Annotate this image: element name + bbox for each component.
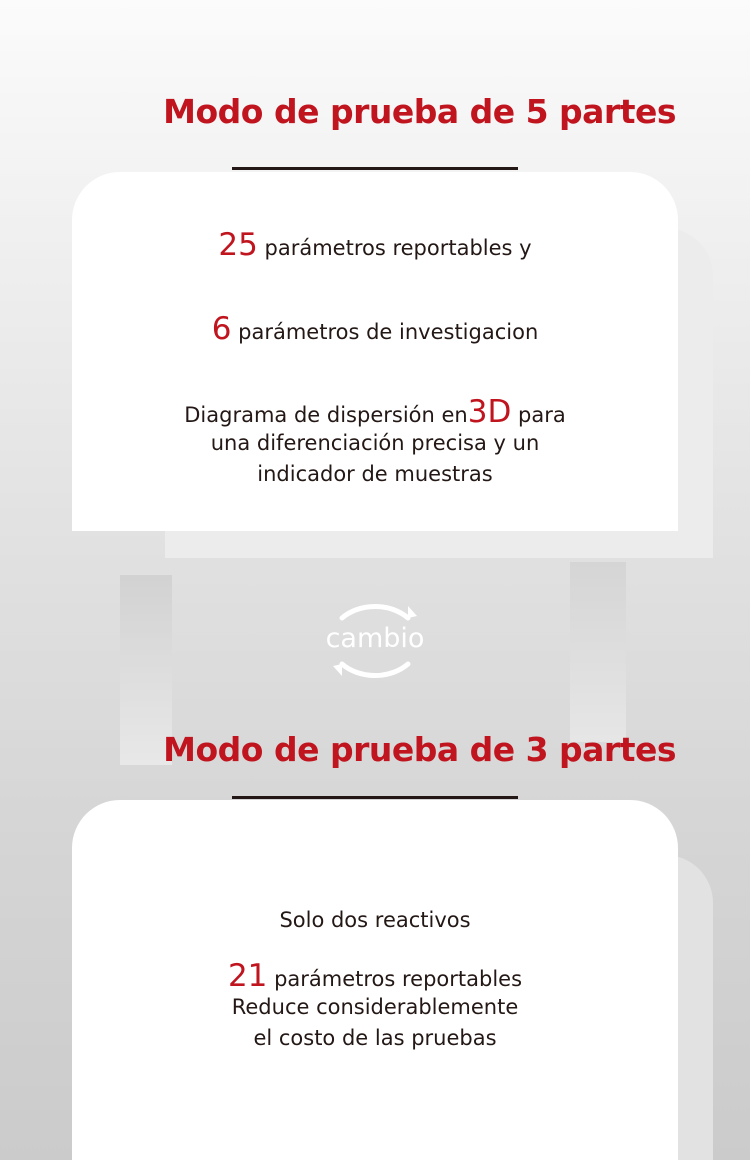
section-1-title: Modo de prueba de 5 partes xyxy=(163,92,676,131)
section-2-title: Modo de prueba de 3 partes xyxy=(163,730,676,769)
feature-number: 21 xyxy=(227,958,268,994)
feature-text: parámetros reportables xyxy=(267,967,523,991)
feature-text: parámetros de investigacion xyxy=(231,320,539,344)
feature-reagents: Solo dos reactivos xyxy=(279,908,471,932)
title-underline xyxy=(232,167,518,170)
background-pillar xyxy=(570,562,626,742)
feature-text: parámetros reportables y xyxy=(257,236,532,260)
feature-reportable-params xyxy=(72,958,678,995)
title-underline xyxy=(232,796,518,799)
feature-number: 25 xyxy=(218,227,258,263)
section-1-card xyxy=(72,172,678,531)
feature-reportable-params xyxy=(72,227,678,264)
feature-text: Diagrama de dispersión en xyxy=(184,403,468,427)
feature-scatter-diagram xyxy=(72,394,678,431)
feature-text: para xyxy=(511,403,566,427)
feature-text-line: Reduce considerablemente xyxy=(231,995,519,1019)
section-2-card xyxy=(72,800,678,1160)
feature-text-line: indicador de muestras xyxy=(257,462,493,486)
feature-number: 6 xyxy=(211,311,232,347)
feature-text-line: el costo de las pruebas xyxy=(253,1026,497,1050)
feature-research-params xyxy=(72,311,678,348)
mode-switch-indicator xyxy=(305,590,445,690)
feature-text-line: una diferenciación precisa y un xyxy=(210,431,540,455)
feature-highlight: 3D xyxy=(467,394,512,430)
switch-label: cambio xyxy=(325,623,425,654)
